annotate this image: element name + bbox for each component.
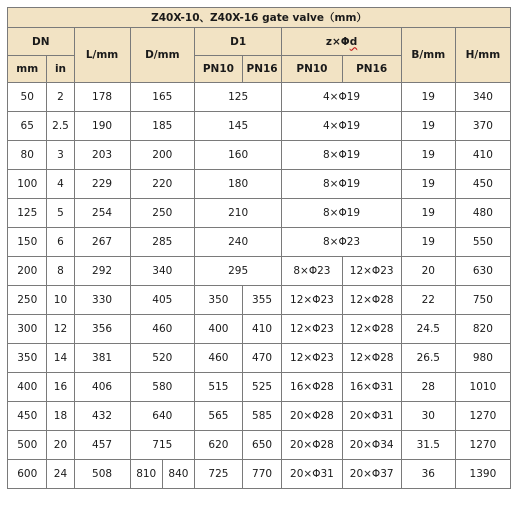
table-row — [8, 373, 511, 402]
cell-l: 178 — [74, 83, 130, 112]
cell-dn-in: 4 — [47, 170, 74, 199]
cell-bolt-holes-pn16: 16×Φ31 — [342, 373, 401, 402]
table-row — [8, 141, 511, 170]
cell-h: 410 — [455, 141, 510, 170]
cell-d1-pn10: 460 — [195, 344, 243, 373]
cell-d: 165 — [130, 83, 194, 112]
header-bolt-holes-prefix: z×Φ — [325, 35, 350, 48]
cell-d1: 295 — [195, 257, 282, 286]
cell-d: 285 — [130, 228, 194, 257]
header-in: in — [47, 56, 74, 83]
cell-d1-pn10: 515 — [195, 373, 243, 402]
cell-b: 30 — [401, 402, 455, 431]
cell-dn-mm: 125 — [8, 199, 47, 228]
cell-d1-pn16: 525 — [242, 373, 281, 402]
cell-d1-pn16: 470 — [242, 344, 281, 373]
gate-valve-dimension-table — [7, 7, 511, 489]
cell-d1: 210 — [195, 199, 282, 228]
cell-l: 330 — [74, 286, 130, 315]
table-row — [8, 286, 511, 315]
cell-d1-pn10: 565 — [195, 402, 243, 431]
cell-dn-in: 8 — [47, 257, 74, 286]
cell-d1-pn10: 350 — [195, 286, 243, 315]
cell-l: 432 — [74, 402, 130, 431]
cell-dn-in: 6 — [47, 228, 74, 257]
cell-bolt-holes-pn16: 12×Φ23 — [342, 257, 401, 286]
cell-h: 1390 — [455, 460, 510, 489]
cell-d1: 160 — [195, 141, 282, 170]
cell-d1-pn10: 725 — [195, 460, 243, 489]
cell-d1: 240 — [195, 228, 282, 257]
cell-dn-mm: 250 — [8, 286, 47, 315]
cell-l: 508 — [74, 460, 130, 489]
cell-h: 820 — [455, 315, 510, 344]
cell-d1-pn10: 620 — [195, 431, 243, 460]
cell-h: 1010 — [455, 373, 510, 402]
cell-dn-in: 24 — [47, 460, 74, 489]
table-row — [8, 199, 511, 228]
cell-dn-mm: 450 — [8, 402, 47, 431]
header-bolt-pn16: PN16 — [342, 56, 401, 83]
cell-dn-mm: 50 — [8, 83, 47, 112]
cell-h: 450 — [455, 170, 510, 199]
table-row — [8, 228, 511, 257]
cell-l: 267 — [74, 228, 130, 257]
cell-d1-pn16: 650 — [242, 431, 281, 460]
cell-d: 250 — [130, 199, 194, 228]
table-row — [8, 83, 511, 112]
cell-d-pn10: 810 — [130, 460, 162, 489]
cell-l: 406 — [74, 373, 130, 402]
cell-b: 20 — [401, 257, 455, 286]
header-bolt-holes-d: d — [349, 35, 358, 48]
cell-dn-in: 2.5 — [47, 112, 74, 141]
cell-dn-mm: 65 — [8, 112, 47, 141]
cell-b: 19 — [401, 141, 455, 170]
cell-dn-in: 18 — [47, 402, 74, 431]
header-h: H/mm — [455, 28, 510, 83]
cell-b: 28 — [401, 373, 455, 402]
cell-d: 580 — [130, 373, 194, 402]
cell-bolt-holes: 8×Φ19 — [282, 170, 401, 199]
header-mm: mm — [8, 56, 47, 83]
header-b: B/mm — [401, 28, 455, 83]
cell-dn-in: 12 — [47, 315, 74, 344]
cell-d1-pn16: 355 — [242, 286, 281, 315]
cell-bolt-holes: 4×Φ19 — [282, 112, 401, 141]
cell-l: 254 — [74, 199, 130, 228]
cell-d1-pn16: 585 — [242, 402, 281, 431]
cell-l: 381 — [74, 344, 130, 373]
cell-bolt-holes-pn10: 20×Φ31 — [282, 460, 342, 489]
cell-h: 480 — [455, 199, 510, 228]
header-d1: D1 — [195, 28, 282, 56]
cell-l: 190 — [74, 112, 130, 141]
cell-bolt-holes: 4×Φ19 — [282, 83, 401, 112]
cell-d: 640 — [130, 402, 194, 431]
cell-d1: 145 — [195, 112, 282, 141]
cell-d: 715 — [130, 431, 194, 460]
cell-bolt-holes-pn16: 20×Φ31 — [342, 402, 401, 431]
cell-bolt-holes: 8×Φ23 — [282, 228, 401, 257]
cell-dn-in: 20 — [47, 431, 74, 460]
cell-d-pn16: 840 — [162, 460, 194, 489]
cell-l: 292 — [74, 257, 130, 286]
cell-d1-pn10: 400 — [195, 315, 243, 344]
cell-d1-pn16: 770 — [242, 460, 281, 489]
cell-bolt-holes-pn10: 12×Φ23 — [282, 344, 342, 373]
cell-l: 356 — [74, 315, 130, 344]
cell-bolt-holes-pn10: 20×Φ28 — [282, 402, 342, 431]
cell-dn-in: 16 — [47, 373, 74, 402]
cell-dn-mm: 80 — [8, 141, 47, 170]
table-title: Z40X-10、Z40X-16 gate valve（mm） — [8, 8, 511, 28]
cell-b: 24.5 — [401, 315, 455, 344]
cell-bolt-holes-pn16: 12×Φ28 — [342, 315, 401, 344]
cell-bolt-holes: 8×Φ19 — [282, 141, 401, 170]
header-bolt-pn10: PN10 — [282, 56, 342, 83]
gate-valve-table-container — [7, 7, 511, 489]
table-row — [8, 431, 511, 460]
cell-h: 630 — [455, 257, 510, 286]
header-l: L/mm — [74, 28, 130, 83]
cell-h: 980 — [455, 344, 510, 373]
cell-bolt-holes-pn16: 12×Φ28 — [342, 344, 401, 373]
cell-d: 460 — [130, 315, 194, 344]
cell-bolt-holes-pn16: 20×Φ37 — [342, 460, 401, 489]
cell-d1: 180 — [195, 170, 282, 199]
header-d: D/mm — [130, 28, 194, 83]
cell-dn-in: 2 — [47, 83, 74, 112]
cell-h: 340 — [455, 83, 510, 112]
cell-d: 340 — [130, 257, 194, 286]
cell-d: 200 — [130, 141, 194, 170]
cell-d: 220 — [130, 170, 194, 199]
cell-dn-mm: 100 — [8, 170, 47, 199]
header-d1-pn10: PN10 — [195, 56, 243, 83]
cell-l: 203 — [74, 141, 130, 170]
cell-dn-mm: 200 — [8, 257, 47, 286]
cell-h: 550 — [455, 228, 510, 257]
cell-dn-in: 3 — [47, 141, 74, 170]
table-row — [8, 257, 511, 286]
header-dn: DN — [8, 28, 75, 56]
table-row — [8, 112, 511, 141]
cell-bolt-holes-pn10: 12×Φ23 — [282, 286, 342, 315]
cell-d: 520 — [130, 344, 194, 373]
cell-dn-mm: 300 — [8, 315, 47, 344]
cell-dn-mm: 350 — [8, 344, 47, 373]
cell-b: 19 — [401, 83, 455, 112]
cell-dn-mm: 600 — [8, 460, 47, 489]
cell-b: 19 — [401, 170, 455, 199]
cell-h: 1270 — [455, 402, 510, 431]
cell-dn-in: 14 — [47, 344, 74, 373]
cell-b: 26.5 — [401, 344, 455, 373]
cell-b: 19 — [401, 199, 455, 228]
header-bolt-holes — [282, 28, 401, 56]
cell-b: 22 — [401, 286, 455, 315]
cell-bolt-holes-pn10: 8×Φ23 — [282, 257, 342, 286]
cell-dn-mm: 500 — [8, 431, 47, 460]
cell-bolt-holes-pn16: 20×Φ34 — [342, 431, 401, 460]
cell-dn-mm: 150 — [8, 228, 47, 257]
table-row — [8, 315, 511, 344]
cell-bolt-holes-pn10: 20×Φ28 — [282, 431, 342, 460]
cell-d: 405 — [130, 286, 194, 315]
cell-d1: 125 — [195, 83, 282, 112]
table-row — [8, 344, 511, 373]
cell-dn-mm: 400 — [8, 373, 47, 402]
cell-bolt-holes: 8×Φ19 — [282, 199, 401, 228]
cell-h: 370 — [455, 112, 510, 141]
table-row — [8, 460, 511, 489]
cell-dn-in: 10 — [47, 286, 74, 315]
cell-bolt-holes-pn10: 16×Φ28 — [282, 373, 342, 402]
cell-h: 1270 — [455, 431, 510, 460]
cell-b: 36 — [401, 460, 455, 489]
table-row — [8, 402, 511, 431]
cell-bolt-holes-pn16: 12×Φ28 — [342, 286, 401, 315]
cell-h: 750 — [455, 286, 510, 315]
cell-l: 229 — [74, 170, 130, 199]
cell-l: 457 — [74, 431, 130, 460]
cell-b: 31.5 — [401, 431, 455, 460]
cell-d: 185 — [130, 112, 194, 141]
header-d1-pn16: PN16 — [242, 56, 281, 83]
cell-dn-in: 5 — [47, 199, 74, 228]
cell-b: 19 — [401, 228, 455, 257]
cell-b: 19 — [401, 112, 455, 141]
cell-bolt-holes-pn10: 12×Φ23 — [282, 315, 342, 344]
cell-d1-pn16: 410 — [242, 315, 281, 344]
table-row — [8, 170, 511, 199]
